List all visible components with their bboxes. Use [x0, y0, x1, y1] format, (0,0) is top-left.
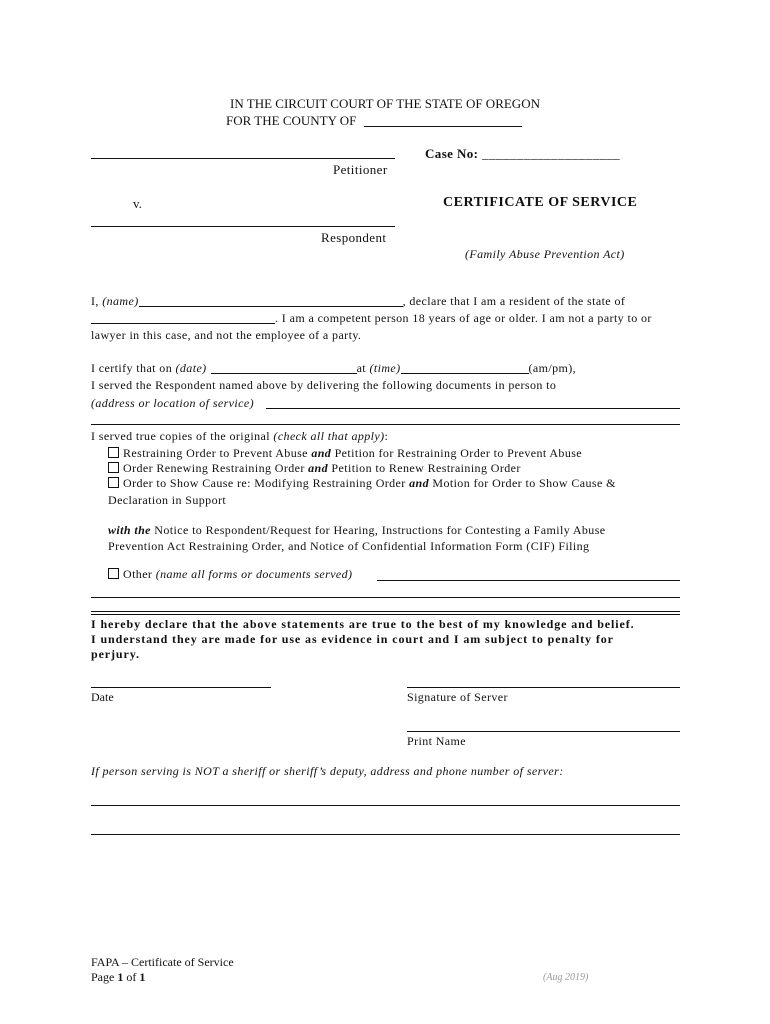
other-hint: (name all forms or documents served) — [155, 567, 353, 581]
declaration-line2 — [91, 311, 652, 326]
server-address-line[interactable] — [91, 805, 680, 806]
print-name-label: Print Name — [407, 734, 466, 748]
notice-line1 — [108, 523, 606, 538]
print-name-line[interactable] — [407, 731, 680, 732]
court-heading-line1: IN THE CIRCUIT COURT OF THE STATE OF OREGON — [230, 96, 540, 111]
case-number-blank: ____________________ — [482, 146, 621, 161]
at-text: at — [356, 361, 370, 375]
court-heading-line2 — [226, 113, 522, 129]
option-text: Order to Show Cause re: Modifying Restraining Order — [123, 476, 410, 490]
check-all-hint: (check all that apply) — [273, 429, 385, 443]
date-label: Date — [91, 690, 114, 704]
respondent-name-line[interactable] — [91, 226, 395, 227]
and-text: and — [311, 446, 332, 460]
document-title: CERTIFICATE OF SERVICE — [443, 195, 638, 210]
checkbox-show-cause[interactable] — [108, 477, 119, 488]
ampm-text: (am/pm), — [528, 361, 577, 375]
and-text: and — [308, 461, 329, 475]
option-text: Order Renewing Restraining Order — [123, 461, 309, 475]
address-field-line1[interactable] — [266, 408, 680, 409]
notice-line2: Prevention Act Restraining Order, and Notice of Confidential Information Form (CIF) Filing — [108, 539, 590, 553]
option-text: Restraining Order to Prevent Abuse — [123, 446, 312, 460]
footer-page-number — [91, 970, 145, 985]
date-signature-line[interactable] — [91, 687, 271, 688]
document-subtitle: (Family Abuse Prevention Act) — [465, 247, 625, 261]
server-signature-line[interactable] — [407, 687, 680, 688]
petitioner-label: Petitioner — [333, 162, 388, 177]
server-phone-line[interactable] — [91, 834, 680, 835]
served-line: I served the Respondent named above by delivering the following documents in person to — [91, 378, 557, 392]
case-number-label: Case No: — [425, 146, 479, 161]
respondent-label: Respondent — [321, 230, 387, 245]
competent-text: . I am a competent person 18 years of age or older. I am not a party to or — [275, 311, 652, 325]
declaration-line3: lawyer in this case, and not the employee of a party. — [91, 328, 362, 342]
checkbox-other[interactable] — [108, 568, 119, 579]
server-name-field[interactable] — [139, 294, 403, 307]
option-text: Petition for Restraining Order to Prevent Abuse — [331, 446, 583, 460]
and-text: and — [409, 476, 429, 490]
versus-text: v. — [133, 196, 142, 211]
name-hint: (name) — [102, 294, 139, 308]
oath-line2: I understand they are made for use as evidence in court and I am subject to penalty for — [91, 632, 614, 646]
page-prefix: Page — [91, 970, 118, 984]
option-show-cause — [108, 476, 616, 491]
copies-intro — [91, 429, 388, 444]
county-label: FOR THE COUNTY OF — [226, 113, 357, 128]
other-field-line2[interactable] — [91, 597, 680, 598]
checkbox-renewing-order[interactable] — [108, 462, 119, 473]
other-field-line1[interactable] — [377, 580, 680, 581]
page-of: of — [123, 970, 140, 984]
option-other — [108, 567, 352, 582]
time-hint: (time) — [369, 361, 401, 375]
service-time-field[interactable] — [401, 361, 529, 374]
address-hint: (address or location of service) — [91, 396, 254, 410]
signature-label: Signature of Server — [407, 690, 508, 704]
option-text: Petition to Renew Restraining Order — [328, 461, 521, 475]
with-the-text: with the — [108, 523, 151, 537]
case-number-field[interactable] — [425, 146, 620, 162]
page-num: 1 — [117, 970, 124, 984]
option-restraining-order — [108, 446, 582, 461]
other-label: Other — [123, 567, 156, 581]
divider-rule — [91, 614, 680, 615]
footer-revision: (Aug 2019) — [543, 972, 589, 983]
footer-form-name: FAPA – Certificate of Service — [91, 955, 234, 969]
state-field[interactable] — [91, 311, 275, 324]
checkbox-restraining-order[interactable] — [108, 447, 119, 458]
date-hint: (date) — [175, 361, 207, 375]
petitioner-name-line[interactable] — [91, 158, 395, 159]
notice-text: Notice to Respondent/Request for Hearing, Instructions for Contesting a Family Abuse — [150, 523, 606, 537]
copies-intro-prefix: I served true copies of the original — [91, 429, 274, 443]
option-renewing-order — [108, 461, 521, 476]
divider-rule — [91, 611, 680, 612]
server-note: If person serving is NOT a sheriff or sheriff’s deputy, address and phone number of server: — [91, 764, 564, 778]
page-total: 1 — [139, 970, 146, 984]
declare-text: , declare that I am a resident of the state of — [402, 294, 626, 308]
option-text: Motion for Order to Show Cause & — [428, 476, 616, 490]
oath-line3: perjury. — [91, 647, 140, 661]
declaration-line1 — [91, 294, 625, 309]
option-show-cause-cont: Declaration in Support — [108, 493, 227, 507]
county-field[interactable] — [364, 114, 522, 127]
certify-prefix: I certify that on — [91, 361, 176, 375]
oath-line1: I hereby declare that the above statements are true to the best of my knowledge and belief. — [91, 617, 635, 631]
certify-line — [91, 361, 576, 376]
i-label: I, — [91, 294, 103, 308]
copies-intro-suffix: : — [384, 429, 389, 443]
address-field-line2[interactable] — [91, 424, 680, 425]
service-date-field[interactable] — [211, 361, 357, 374]
